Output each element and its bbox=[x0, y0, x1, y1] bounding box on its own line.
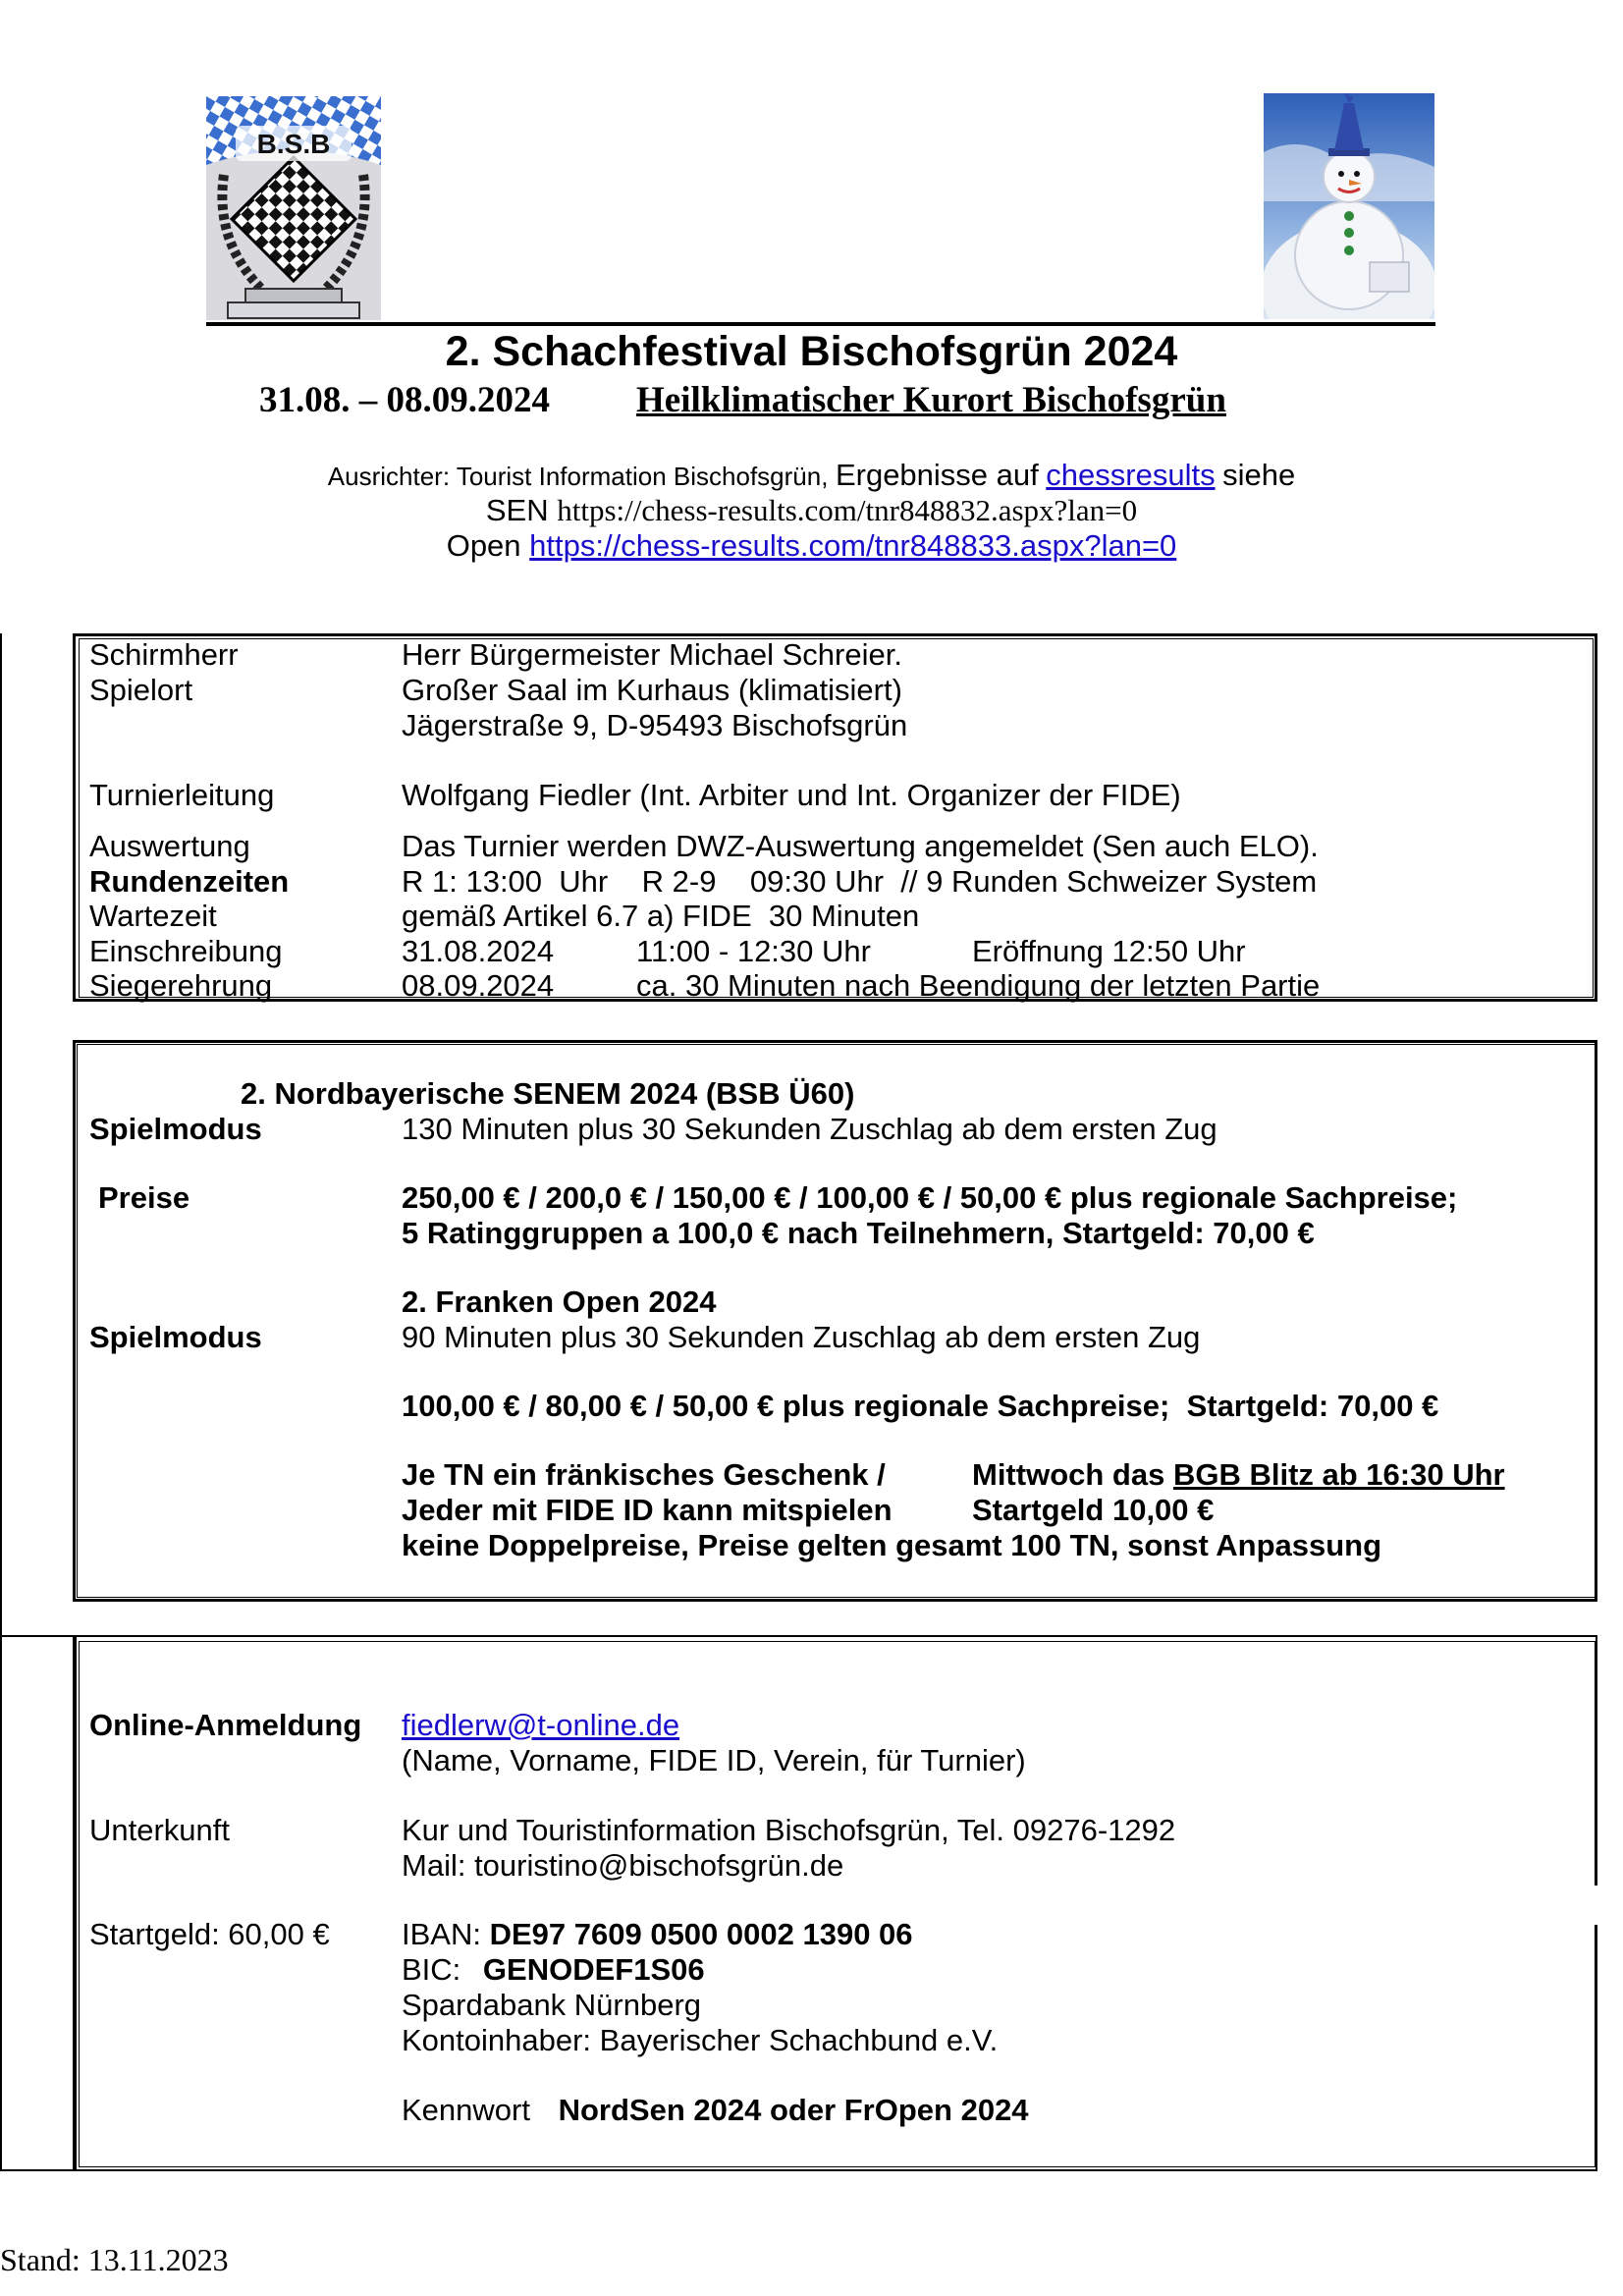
schirmherr-value: Herr Bürgermeister Michael Schreier. bbox=[402, 637, 902, 672]
senem-prizes-2: 5 Ratinggruppen a 100,0 € nach Teilnehmern, Startgeld: 70,00 € bbox=[402, 1216, 1315, 1250]
einschreibung-opening: Eröffnung 12:50 Uhr bbox=[972, 934, 1246, 968]
registration-box-divider bbox=[73, 1635, 77, 2171]
spielort-label: Spielort bbox=[89, 673, 193, 707]
senem-mode: 130 Minuten plus 30 Sekunden Zuschlag ab dem ersten Zug bbox=[402, 1112, 1217, 1146]
unterkunft-value-2: Mail: touristino@bischofsgrün.de bbox=[402, 1848, 844, 1883]
siegerehrung-date: 08.09.2024 bbox=[402, 968, 555, 1003]
blitz-line bbox=[972, 1457, 1505, 1493]
iban-label: IBAN: bbox=[402, 1917, 481, 1951]
gift-text: Je TN ein fränkisches Geschenk / bbox=[402, 1457, 886, 1492]
organizer-line bbox=[0, 458, 1623, 493]
results-prefix: Ergebnisse auf bbox=[835, 458, 1039, 492]
header-divider bbox=[206, 322, 1435, 326]
chessresults-link[interactable]: chessresults bbox=[1046, 458, 1216, 492]
results-suffix: siehe bbox=[1222, 458, 1296, 492]
left-border-line bbox=[0, 633, 2, 1635]
einschreibung-date: 31.08.2024 bbox=[402, 934, 555, 968]
kennwort-line bbox=[402, 2093, 1029, 2128]
unterkunft-value-1: Kur und Touristinformation Bischofsgrün, Tel. 09276-1292 bbox=[402, 1813, 1176, 1847]
auswertung-label: Auswertung bbox=[89, 829, 250, 863]
registration-email-link[interactable]: fiedlerw@t-online.de bbox=[402, 1708, 680, 1742]
bic-line bbox=[402, 1952, 705, 1988]
bank-name: Spardabank Nürnberg bbox=[402, 1988, 702, 2022]
sen-url: https://chess-results.com/tnr848832.aspx?lan=0 bbox=[557, 493, 1138, 527]
festival-dates: 31.08. – 08.09.2024 bbox=[259, 380, 550, 420]
blitz-fee: Startgeld 10,00 € bbox=[972, 1493, 1215, 1527]
page-title: 2. Schachfestival Bischofsgrün 2024 bbox=[445, 328, 1178, 375]
siegerehrung-label: Siegerehrung bbox=[89, 968, 273, 1003]
open-mode: 90 Minuten plus 30 Sekunden Zuschlag ab dem ersten Zug bbox=[402, 1320, 1201, 1354]
senem-title: 2. Nordbayerische SENEM 2024 (BSB Ü60) bbox=[241, 1076, 855, 1111]
bic-label: BIC: bbox=[402, 1952, 461, 1987]
fide-id-text: Jeder mit FIDE ID kann mitspielen bbox=[402, 1493, 893, 1527]
spielort-value-1: Großer Saal im Kurhaus (klimatisiert) bbox=[402, 673, 902, 707]
open-label: Open bbox=[446, 528, 521, 563]
turnierleitung-label: Turnierleitung bbox=[89, 778, 275, 812]
schirmherr-label: Schirmherr bbox=[89, 637, 239, 672]
turnierleitung-value: Wolfgang Fiedler (Int. Arbiter und Int. Organizer der FIDE) bbox=[402, 778, 1181, 812]
einschreibung-time: 11:00 - 12:30 Uhr bbox=[636, 934, 871, 968]
bsb-logo bbox=[206, 96, 381, 320]
iban-line bbox=[402, 1917, 913, 1952]
blitz-link[interactable]: BGB Blitz ab 16:30 Uhr bbox=[1172, 1457, 1505, 1492]
iban-value: DE97 7609 0500 0002 1390 06 bbox=[489, 1917, 913, 1951]
sen-label: SEN bbox=[485, 493, 549, 527]
festival-place: Heilklimatischer Kurort Bischofsgrün bbox=[636, 380, 1226, 420]
einschreibung-label: Einschreibung bbox=[89, 934, 283, 968]
open-spielmodus-label: Spielmodus bbox=[89, 1320, 262, 1354]
sen-results-line bbox=[0, 493, 1623, 528]
open-results-link[interactable]: https://chess-results.com/tnr848833.aspx?lan=0 bbox=[529, 528, 1177, 563]
open-prizes: 100,00 € / 80,00 € / 50,00 € plus regionale Sachpreise; Startgeld: 70,00 € bbox=[402, 1389, 1439, 1423]
no-double-prizes: keine Doppelpreise, Preise gelten gesamt 100 TN, sonst Anpassung bbox=[402, 1528, 1382, 1562]
rundenzeiten-value: R 1: 13:00 Uhr R 2-9 09:30 Uhr // 9 Runden Schweizer System bbox=[402, 864, 1318, 899]
wartezeit-label: Wartezeit bbox=[89, 899, 217, 933]
document-date: Stand: 13.11.2023 bbox=[0, 2242, 229, 2277]
senem-prizes-1: 250,00 € / 200,0 € / 150,00 € / 100,00 € / 50,00 € plus regionale Sachpreise; bbox=[402, 1180, 1458, 1215]
open-title: 2. Franken Open 2024 bbox=[402, 1285, 717, 1319]
spielort-value-2: Jägerstraße 9, D-95493 Bischofsgrün bbox=[402, 708, 908, 742]
preise-label: Preise bbox=[98, 1180, 190, 1215]
organizer-text: Ausrichter: Tourist Information Bischofsgrün, bbox=[327, 462, 829, 491]
auswertung-value: Das Turnier werden DWZ-Auswertung angemeldet (Sen auch ELO). bbox=[402, 829, 1319, 863]
startgeld-label: Startgeld: 60,00 € bbox=[89, 1917, 330, 1951]
registration-note: (Name, Vorname, FIDE ID, Verein, für Turnier) bbox=[402, 1743, 1026, 1777]
border-gap bbox=[1591, 1886, 1602, 1925]
snowman-photo bbox=[1264, 93, 1434, 319]
open-results-line bbox=[0, 528, 1623, 564]
siegerehrung-value: ca. 30 Minuten nach Beendigung der letzten Partie bbox=[636, 968, 1321, 1003]
senem-spielmodus-label: Spielmodus bbox=[89, 1112, 262, 1146]
rundenzeiten-label: Rundenzeiten bbox=[89, 864, 290, 899]
blitz-prefix: Mittwoch das bbox=[972, 1457, 1165, 1492]
online-anmeldung-label: Online-Anmeldung bbox=[89, 1708, 362, 1742]
kennwort-value: NordSen 2024 oder FrOpen 2024 bbox=[558, 2093, 1029, 2127]
unterkunft-label: Unterkunft bbox=[89, 1813, 231, 1847]
wartezeit-value: gemäß Artikel 6.7 a) FIDE 30 Minuten bbox=[402, 899, 920, 933]
logo-letters: B.S.B bbox=[256, 129, 331, 159]
bic-value: GENODEF1S06 bbox=[482, 1952, 705, 1987]
account-holder: Kontoinhaber: Bayerischer Schachbund e.V. bbox=[402, 2023, 999, 2057]
kennwort-label: Kennwort bbox=[402, 2093, 530, 2127]
